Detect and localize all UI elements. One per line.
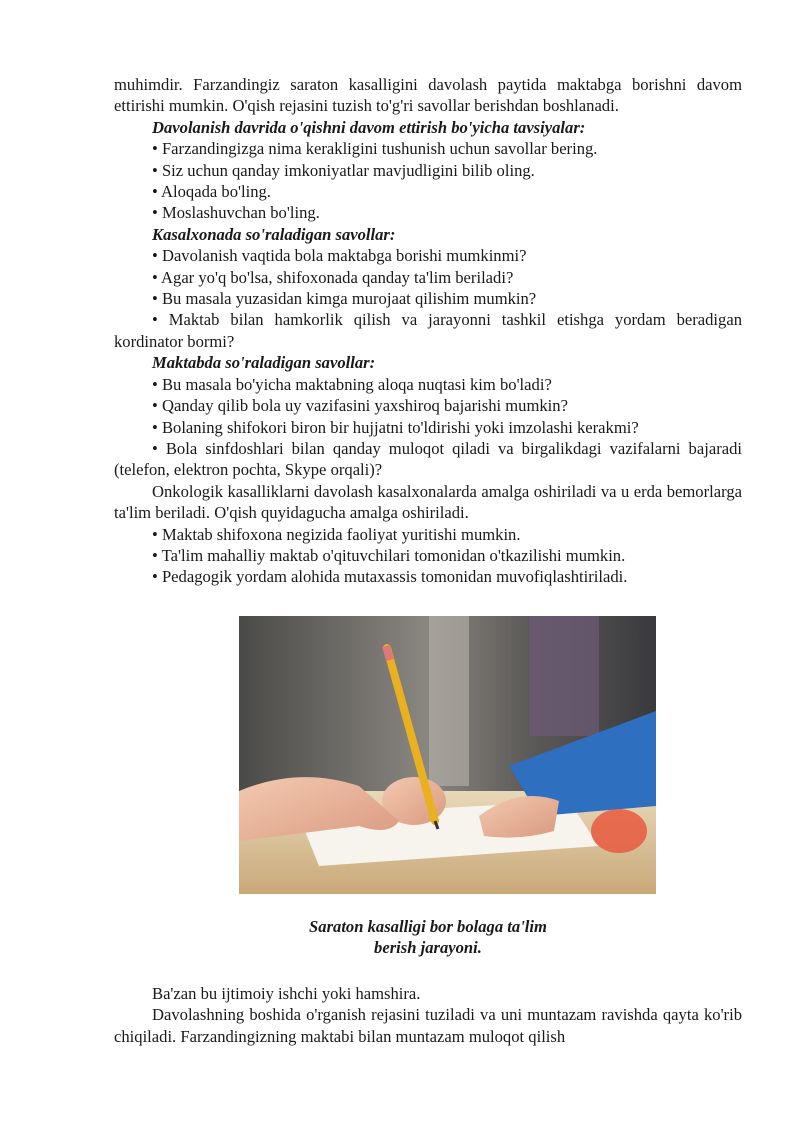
list-item: • Siz uchun qanday imkoniyatlar mavjudligini bilib oling. (152, 160, 535, 180)
list-item: • Aloqada bo'ling. (152, 182, 271, 202)
caption-line: Saraton kasalligi bor bolaga ta'lim (309, 917, 547, 936)
paragraph-oncology: Onkologik kasalliklarni davolash kasalxonalarda amalga oshiriladi va u erda bemorlarga ta'lim beriladi. O'qish quyidagucha amalga oshiriladi. (114, 481, 742, 523)
caption-line: berish jarayoni. (374, 938, 482, 958)
list-item: • Davolanish vaqtida bola maktabga borishi mumkinmi? (152, 246, 527, 266)
list-item: • Maktab shifoxona negizida faoliyat yuritishi mumkin. (152, 524, 521, 544)
list-item: • Bola sinfdoshlari bilan qanday muloqot qiladi va birgalikdagi vazifalarni bajaradi (telefon, elektron pochta, Skype orqali)? (114, 438, 742, 480)
heading-hospital-questions: Kasalxonada so'raladigan savollar: (152, 224, 396, 244)
paragraph-social-worker: Ba'zan bu ijtimoiy ishchi yoki hamshira. (152, 984, 421, 1003)
figure-caption (114, 916, 742, 959)
heading-school-questions: Maktabda so'raladigan savollar: (152, 353, 376, 373)
paragraph-intro: muhimdir. Farzandingiz saraton kasalligini davolash paytida maktabga borishni davom ettirishi mumkin. O'qish rejasini tuzish to'g'ri savollar berishdan boshlanadi. (114, 75, 742, 116)
list-item: • Pedagogik yordam alohida mutaxassis tomonidan muvofiqlashtiriladi. (152, 567, 628, 587)
list-item: • Bu masala bo'yicha maktabning aloqa nuqtasi kim bo'ladi? (152, 374, 552, 394)
list-item: • Qanday qilib bola uy vazifasini yaxshiroq bajarishi mumkin? (152, 396, 568, 416)
heading-recommendations: Davolanish davrida o'qishni davom ettirish bo'yicha tavsiyalar: (152, 117, 586, 137)
paragraph-study-plan: Davolashning boshida o'rganish rejasini tuziladi va uni muntazam ravishda qayta ko'rib chiqiladi. Farzandingizning maktabi bilan muntazam muloqot qilish (114, 1005, 742, 1046)
list-item: • Ta'lim mahalliy maktab o'qituvchilari tomonidan o'tkazilishi mumkin. (152, 545, 626, 565)
bottom-text-block (114, 983, 742, 1047)
list-item: • Maktab bilan hamkorlik qilish va jarayonni tashkil etishga yordam beradigan kordinator bormi? (114, 310, 742, 351)
list-item: • Bu masala yuzasidan kimga murojaat qilishim mumkin? (152, 289, 537, 309)
list-item: • Bolaning shifokori biron bir hujjatni to'ldirishi yoki imzolashi kerakmi? (152, 417, 639, 437)
list-item: • Moslashuvchan bo'ling. (152, 203, 320, 223)
child-writing-photo (239, 616, 656, 894)
top-text-block (114, 74, 742, 588)
list-item: • Agar yo'q bo'lsa, shifoxonada qanday ta'lim beriladi? (152, 267, 514, 287)
list-item: • Farzandingizga nima kerakligini tushunish uchun savollar bering. (152, 139, 598, 159)
